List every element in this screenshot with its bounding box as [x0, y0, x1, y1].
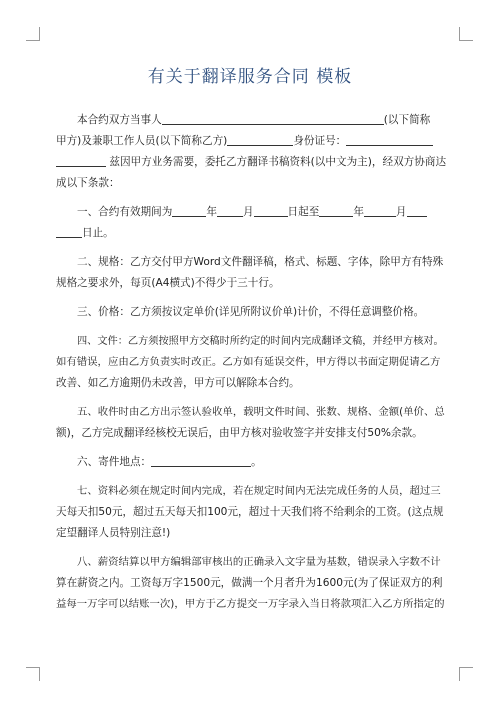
- clause-line: 定望翻译人员特别注意!): [56, 527, 171, 539]
- clause-1: [56, 202, 446, 244]
- mailing-address-blank[interactable]: [151, 453, 251, 467]
- leading-blank[interactable]: [56, 153, 106, 167]
- clause-text: 日起至: [287, 206, 320, 218]
- clause-6: [56, 452, 446, 473]
- clause-text: 。: [251, 456, 262, 468]
- clause-line: 额)，乙方完成翻译经核校无误后，由甲方核对验收签字并安排支付50%余款。: [56, 427, 423, 439]
- start-year-blank[interactable]: [172, 203, 206, 217]
- clause-line: 五、收件时由乙方出示签认验收单，载明文件时间、张数、规格、金额(单价、总: [77, 406, 445, 418]
- clause-line: 如有错误，应由乙方负责实时改正。乙方如有延误交件，甲方得以书面定期促请乙方: [56, 356, 441, 368]
- clause-4: [56, 331, 446, 394]
- clause-line: 八、薪资结算以甲方编辑部审核出的正确录入文字量为基数，错误录入字数不计: [77, 556, 441, 568]
- end-month-blank[interactable]: [364, 203, 396, 217]
- clause-line: 算在薪资之内。工资每万字1500元，做满一个月者升为1600元(为了保证双方的利: [56, 577, 443, 589]
- crop-mark-top-right: [459, 27, 473, 41]
- intro-paragraph: [56, 110, 446, 194]
- intro-text: (以下简称: [383, 114, 431, 126]
- id-number-blank[interactable]: [346, 132, 433, 146]
- clause-line: 益每一万字可以结账一次)，甲方于乙方提交一万字录入当日将款项汇入乙方所指定的: [56, 598, 445, 610]
- clause-line: 二、规格：乙方交付甲方Word文件翻译稿，格式、标题、字体，除甲方有特殊: [77, 256, 444, 268]
- clause-line: 三、价格：乙方须按议定单价(详见所附议价单)计价，不得任意调整价格。: [77, 306, 425, 318]
- crop-mark-bottom-right: [459, 667, 473, 681]
- clause-text: 日止。: [82, 227, 114, 239]
- end-year-blank[interactable]: [319, 203, 353, 217]
- crop-mark-top-left: [26, 27, 40, 41]
- intro-text: 兹因甲方业务需要，委托乙方翻译书稿资料(以中文为主)，经双方协商达: [109, 156, 447, 168]
- clause-text: 年: [206, 206, 217, 218]
- clause-line: 改善、如乙方逾期仍未改善，甲方可以解除本合约。: [56, 377, 300, 389]
- clause-line: 四、文件：乙方须按照甲方交稿时所约定的时间内完成翻译文稿，并经甲方核对。: [77, 336, 444, 347]
- party-b-name-blank[interactable]: [227, 132, 293, 146]
- clause-text: 月: [395, 206, 407, 218]
- end-day-blank-cont[interactable]: [56, 224, 82, 238]
- start-month-blank[interactable]: [217, 203, 243, 217]
- clause-text: 年: [353, 206, 364, 218]
- clause-text: 一、合约有效期间为: [77, 206, 173, 218]
- start-day-blank[interactable]: [254, 203, 288, 217]
- party-a-blank[interactable]: [162, 111, 384, 125]
- crop-mark-bottom-left: [26, 667, 40, 681]
- clause-7: [56, 481, 446, 544]
- clause-text: 月: [242, 206, 254, 218]
- clause-line: 七、资料必须在规定时间内完成，若在规定时间内无法完成任务的人员，超过三: [77, 485, 441, 497]
- intro-text: 甲方)及兼职工作人员(以下简称乙方): [56, 135, 228, 147]
- clause-8: [56, 552, 446, 615]
- end-day-blank[interactable]: [407, 203, 427, 217]
- intro-text: 成以下条款：: [56, 177, 120, 189]
- clause-text: 六、寄件地点：: [77, 456, 152, 468]
- document-title: 有关于翻译服务合同 模板: [147, 67, 353, 87]
- document-body: [56, 110, 446, 615]
- clause-line: 天每天扣50元，超过五天每天扣100元，超过十天我们将不给剩余的工资。(这点规: [56, 506, 444, 518]
- clause-3: [56, 302, 446, 323]
- clause-line: 规格之要求外，每页(A4横式)不得少于三十行。: [56, 277, 280, 289]
- intro-text: 身份证号：: [293, 135, 347, 147]
- intro-text: 本合约双方当事人: [77, 114, 162, 126]
- clause-2: [56, 252, 446, 294]
- clause-5: [56, 402, 446, 444]
